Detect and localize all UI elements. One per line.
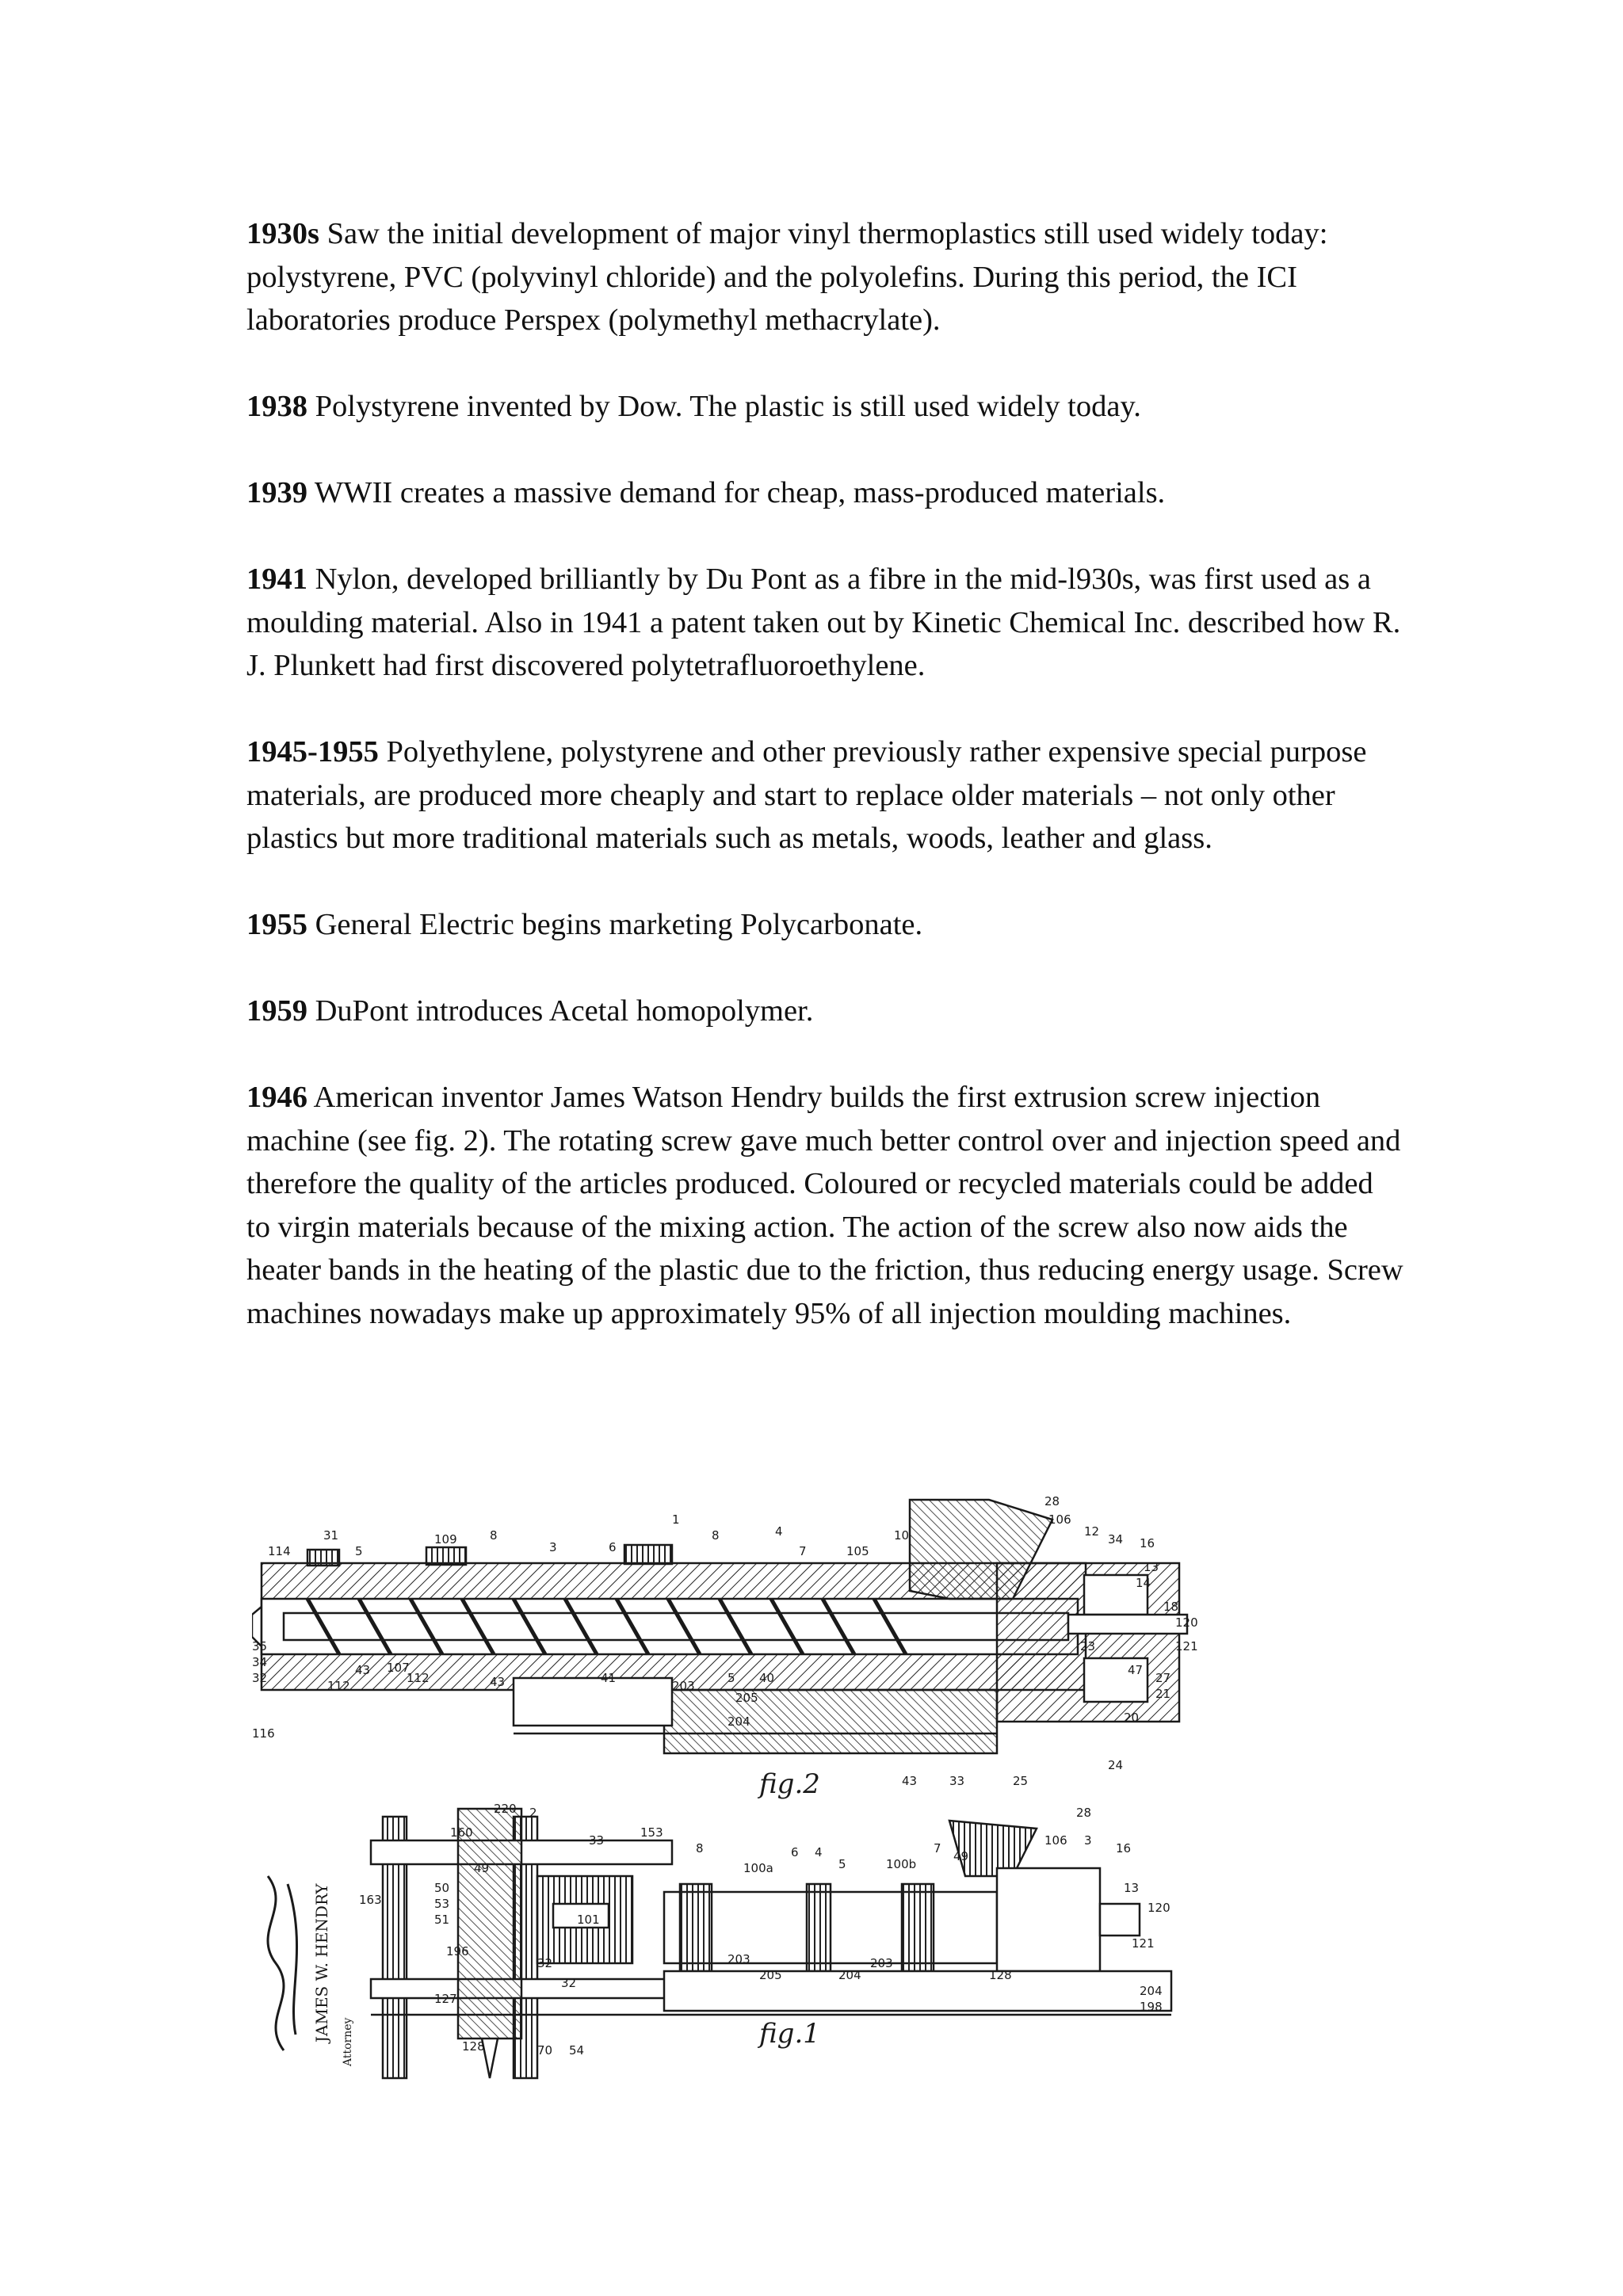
bottom-platen <box>371 1979 688 1998</box>
part-label: 205 <box>735 1691 758 1705</box>
barrel-flange <box>807 1884 831 1971</box>
part-label: 32 <box>561 1976 577 1990</box>
entry-text: DuPont introduces Acetal homopolymer. <box>307 994 814 1028</box>
part-label: 8 <box>490 1528 498 1543</box>
part-label: 204 <box>1140 1984 1163 1998</box>
part-label: 13 <box>1124 1881 1140 1895</box>
entry-text: Polystyrene invented by Dow. The plastic is still used widely today. <box>307 390 1141 423</box>
part-label: 50 <box>434 1881 450 1895</box>
entry-text: Nylon, developed brilliantly by Du Pont as a fibre in the mid-l930s, was first used as a moulding material. Also in 1941 a patent taken out by Kinetic Chemical Inc. described how R. J. Plunkett had first discovered polytetrafluoroethylene. <box>246 563 1401 682</box>
entry-year: 1946 <box>246 1081 307 1114</box>
part-label: 16 <box>1116 1841 1132 1855</box>
part-label: 203 <box>870 1956 893 1970</box>
timeline-text <box>246 212 1403 1379</box>
entry-text: WWII creates a massive demand for cheap, mass-produced materials. <box>307 476 1166 509</box>
entry-text: Saw the initial development of major vinyl thermoplastics still used widely today: polystyrene, PVC (polyvinyl chloride) and the polyolefins. During this period, the ICI laboratories produce Perspex (polymethyl methacrylate). <box>246 217 1328 337</box>
part-label: 21 <box>1155 1687 1171 1701</box>
part-label: 114 <box>268 1544 291 1558</box>
part-label: 5 <box>727 1671 735 1685</box>
base-rail <box>664 1971 1171 2011</box>
part-label: 47 <box>1128 1663 1144 1677</box>
part-label: 18 <box>1163 1600 1179 1614</box>
part-label: 100a <box>743 1861 773 1875</box>
part-label: 28 <box>1044 1496 1060 1508</box>
heater-band <box>426 1547 466 1565</box>
part-label: 203 <box>672 1679 695 1693</box>
part-label: 33 <box>949 1774 965 1788</box>
timeline-entry-1930s <box>246 212 1403 342</box>
part-label: 1 <box>672 1512 680 1527</box>
heater-band <box>307 1550 339 1566</box>
part-label: 40 <box>759 1671 775 1685</box>
part-label: 27 <box>1155 1671 1171 1685</box>
part-label: 23 <box>1080 1639 1096 1653</box>
screw-shaft <box>284 1613 1068 1640</box>
barrel-flange <box>902 1884 934 1971</box>
part-label: 32 <box>537 1956 553 1970</box>
part-label: 7 <box>934 1841 941 1855</box>
entry-year: 1955 <box>246 908 307 941</box>
part-label: 112 <box>407 1671 430 1685</box>
timeline-entry-1939 <box>246 471 1403 515</box>
drive-shaft <box>1068 1615 1187 1634</box>
part-label: 109 <box>434 1532 457 1547</box>
entry-text: General Electric begins marketing Polycarbonate. <box>307 908 923 941</box>
entry-text: Polyethylene, polystyrene and other previously rather expensive special purpose materials, are produced more cheaply and start to replace older materials – not only other plastics but more traditional materials such as metals, woods, leather and glass. <box>246 735 1367 855</box>
entry-year: 1941 <box>246 563 307 596</box>
drive-shaft <box>1100 1904 1140 1936</box>
part-label: 14 <box>1136 1576 1151 1590</box>
timeline-entry-1945-1955 <box>246 730 1403 860</box>
drive-unit <box>997 1868 1100 1971</box>
part-label: 120 <box>1148 1901 1170 1915</box>
part-label: 24 <box>1108 1758 1124 1772</box>
part-label: 7 <box>799 1544 807 1558</box>
fig2-caption: fig.2 <box>759 1768 820 1800</box>
part-label: 6 <box>791 1845 799 1859</box>
part-label: 51 <box>434 1913 450 1927</box>
part-label: 41 <box>601 1671 617 1685</box>
part-label: 32 <box>252 1671 268 1685</box>
part-label: 20 <box>1124 1711 1140 1725</box>
entry-text: American inventor James Watson Hendry builds the first extrusion screw injection machine (see fig. 2). The rotating screw gave much better control over and injection speed and therefore the quality of the articles produced. Coloured or recycled materials could be added to virgin materials because of the mixing action. The action of the screw also now aids the heater bands in the heating of the plastic due to the friction, thus reducing energy usage. Screw machines nowadays make up approximately 95% of all injection moulding machines. <box>246 1081 1403 1330</box>
part-label: 220 <box>494 1802 517 1816</box>
timeline-entry-1946 <box>246 1076 1403 1335</box>
part-label: 49 <box>953 1849 969 1863</box>
part-label: 34 <box>1108 1532 1124 1547</box>
part-label: 116 <box>252 1726 275 1741</box>
part-label: 4 <box>815 1845 823 1859</box>
support-bracket <box>514 1678 672 1726</box>
part-label: 3 <box>1084 1833 1092 1848</box>
part-label: 203 <box>727 1952 750 1966</box>
patent-drawing-svg <box>252 1496 1217 2082</box>
part-label: 53 <box>434 1897 450 1911</box>
part-label: 25 <box>1013 1774 1029 1788</box>
fig2-section-view <box>252 1500 1187 1753</box>
inventor-block <box>268 1876 354 2067</box>
part-label: 8 <box>712 1528 720 1543</box>
part-label: 10 <box>894 1528 910 1543</box>
part-label: 128 <box>989 1968 1012 1982</box>
part-label: 101 <box>577 1913 600 1927</box>
part-label: 43 <box>355 1663 371 1677</box>
part-label: 120 <box>1175 1615 1198 1630</box>
part-label: 205 <box>759 1968 782 1982</box>
timeline-entry-1941 <box>246 558 1403 688</box>
part-label: 4 <box>775 1524 783 1539</box>
barrel-flange <box>680 1884 712 1971</box>
part-label: 54 <box>569 2043 585 2058</box>
part-label: 16 <box>1140 1536 1155 1550</box>
timeline-entry-1959 <box>246 990 1403 1033</box>
part-label: 106 <box>1048 1512 1071 1527</box>
part-label: 121 <box>1132 1936 1155 1951</box>
part-label: 6 <box>609 1540 617 1554</box>
inventor-name: JAMES W. HENDRY <box>312 1883 331 2042</box>
entry-year: 1930s <box>246 217 319 250</box>
entry-year: 1938 <box>246 390 307 423</box>
part-label: 2 <box>529 1806 537 1820</box>
part-label: 100b <box>886 1857 917 1871</box>
part-label: 43 <box>490 1675 506 1689</box>
timeline-entry-1955 <box>246 903 1403 947</box>
part-label: 49 <box>474 1861 490 1875</box>
part-label: 5 <box>838 1857 846 1871</box>
part-label: 28 <box>1076 1806 1092 1820</box>
part-label: 70 <box>537 2043 553 2058</box>
part-label: 127 <box>434 1992 457 2006</box>
entry-year: 1959 <box>246 994 307 1028</box>
fig1-caption: fig.1 <box>759 2018 820 2050</box>
inventor-signature <box>268 1876 297 2050</box>
base-block <box>664 1690 997 1753</box>
part-label: 112 <box>327 1679 350 1693</box>
entry-year: 1945-1955 <box>246 735 379 769</box>
part-label: 198 <box>1140 2000 1163 2014</box>
part-label: 204 <box>838 1968 861 1982</box>
part-label: 204 <box>727 1714 750 1729</box>
part-label: 163 <box>359 1893 382 1907</box>
part-label: 12 <box>1084 1524 1100 1539</box>
part-label: 106 <box>1044 1833 1067 1848</box>
part-label: 105 <box>846 1544 869 1558</box>
part-label: 43 <box>902 1774 918 1788</box>
clamp-cylinder <box>458 1809 521 2039</box>
heater-band <box>624 1545 672 1564</box>
part-label: 3 <box>549 1540 557 1554</box>
part-label: 35 <box>252 1639 268 1653</box>
timeline-entry-1938 <box>246 385 1403 429</box>
part-label: 5 <box>355 1544 363 1558</box>
part-label: 160 <box>450 1825 473 1840</box>
part-label: 31 <box>323 1528 339 1543</box>
part-label: 196 <box>446 1944 469 1958</box>
part-label: 107 <box>387 1661 410 1675</box>
part-label: 8 <box>696 1841 704 1855</box>
attorney-label: Attorney <box>342 2017 354 2066</box>
part-label: 153 <box>640 1825 663 1840</box>
part-label: 33 <box>589 1833 605 1848</box>
part-label: 34 <box>252 1655 268 1669</box>
part-label: 13 <box>1144 1560 1159 1574</box>
part-label: 121 <box>1175 1639 1198 1653</box>
patent-drawing <box>252 1496 1217 2082</box>
entry-year: 1939 <box>246 476 307 509</box>
part-label: 128 <box>462 2039 485 2054</box>
